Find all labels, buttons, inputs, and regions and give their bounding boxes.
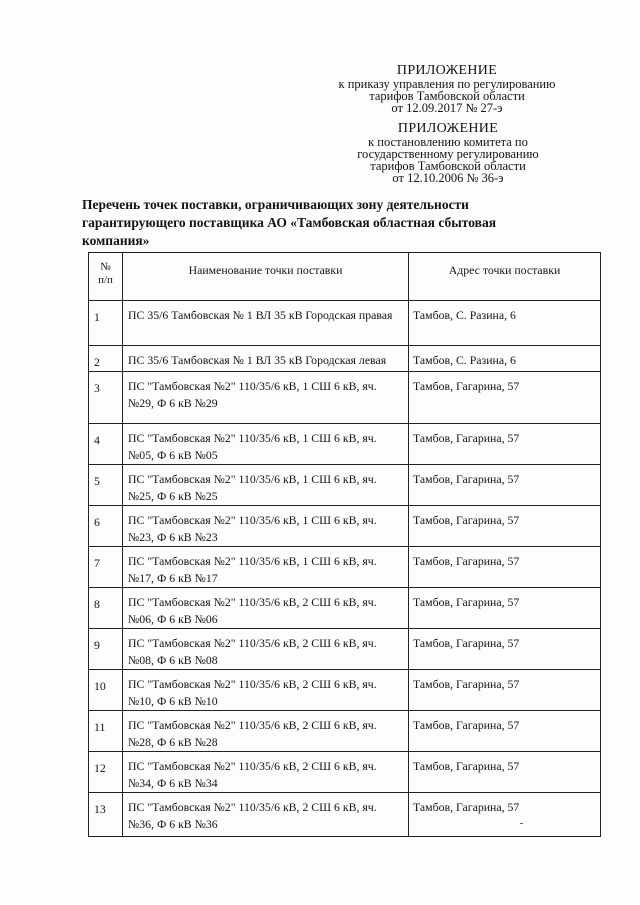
row-number: 7 xyxy=(89,547,123,588)
row-address: Тамбов, С. Разина, 6 xyxy=(409,301,601,346)
appendix-line: государственному регулированию xyxy=(357,147,539,161)
row-point-name: ПС "Тамбовская №2" 110/35/6 кВ, 2 СШ 6 кВ, яч. №08, Ф 6 кВ №08 xyxy=(123,629,409,670)
row-number: 6 xyxy=(89,506,123,547)
appendix-line: от 12.09.2017 № 27-э xyxy=(391,101,503,115)
row-number: 3 xyxy=(89,372,123,424)
appendix-heading: ПРИЛОЖЕНИЕ xyxy=(396,63,498,78)
row-number: 9 xyxy=(89,629,123,670)
table-row xyxy=(89,588,601,629)
row-address: Тамбов, Гагарина, 57 xyxy=(409,424,601,465)
row-number: 5 xyxy=(89,465,123,506)
row-address: Тамбов, Гагарина, 57 xyxy=(409,629,601,670)
row-address: Тамбов, Гагарина, 57 xyxy=(409,506,601,547)
appendix-line: к приказу управления по регулированию xyxy=(338,77,556,91)
title-line: Перечень точек поставки, ограничивающих зону деятельности xyxy=(82,197,469,212)
table-row xyxy=(89,711,601,752)
row-address: Тамбов, Гагарина, 57 xyxy=(409,465,601,506)
appendix-heading: ПРИЛОЖЕНИЕ xyxy=(397,121,499,136)
table-row xyxy=(89,465,601,506)
table-header-row xyxy=(89,253,601,301)
table-row xyxy=(89,670,601,711)
table-row xyxy=(89,424,601,465)
row-number: 8 xyxy=(89,588,123,629)
supply-points-table xyxy=(88,252,601,837)
table-row xyxy=(89,346,601,372)
row-point-name: ПС "Тамбовская №2" 110/35/6 кВ, 1 СШ 6 кВ, яч. №23, Ф 6 кВ №23 xyxy=(123,506,409,547)
appendix-order-block xyxy=(312,63,582,114)
table-row xyxy=(89,547,601,588)
row-number: 1 xyxy=(89,301,123,346)
row-point-name: ПС "Тамбовская №2" 110/35/6 кВ, 2 СШ 6 кВ, яч. №10, Ф 6 кВ №10 xyxy=(123,670,409,711)
row-point-name: ПС "Тамбовская №2" 110/35/6 кВ, 1 СШ 6 кВ, яч. №17, Ф 6 кВ №17 xyxy=(123,547,409,588)
table-row xyxy=(89,301,601,346)
row-number: 11 xyxy=(89,711,123,752)
row-point-name: ПС "Тамбовская №2" 110/35/6 кВ, 1 СШ 6 кВ, яч. №29, Ф 6 кВ №29 xyxy=(123,372,409,424)
header-address: Адрес точки поставки xyxy=(409,253,601,301)
appendix-line: от 12.10.2006 № 36-э xyxy=(392,171,504,185)
row-number: 4 xyxy=(89,424,123,465)
row-number: 10 xyxy=(89,670,123,711)
row-point-name: ПС "Тамбовская №2" 110/35/6 кВ, 2 СШ 6 кВ, яч. №28, Ф 6 кВ №28 xyxy=(123,711,409,752)
row-point-name: ПС 35/6 Тамбовская № 1 ВЛ 35 кВ Городская правая xyxy=(123,301,409,346)
row-address: Тамбов, Гагарина, 57 xyxy=(409,588,601,629)
header-number-sign: № xyxy=(100,261,111,273)
row-address: Тамбов, Гагарина, 57 xyxy=(409,547,601,588)
document-title xyxy=(82,196,582,250)
row-number: 13 xyxy=(89,793,123,837)
table-row xyxy=(89,372,601,424)
table-row xyxy=(89,506,601,547)
appendix-line: к постановлению комитета по xyxy=(368,135,528,149)
row-point-name: ПС 35/6 Тамбовская № 1 ВЛ 35 кВ Городская левая xyxy=(123,346,409,372)
row-number: 12 xyxy=(89,752,123,793)
title-line: компания» xyxy=(82,233,150,248)
table-row xyxy=(89,629,601,670)
table-row xyxy=(89,752,601,793)
row-point-name: ПС "Тамбовская №2" 110/35/6 кВ, 2 СШ 6 кВ, яч. №06, Ф 6 кВ №06 xyxy=(123,588,409,629)
title-line: гарантирующего поставщика АО «Тамбовская областная сбытовая xyxy=(82,215,496,230)
appendix-line: тарифов Тамбовской области xyxy=(369,89,525,103)
header-number-abbr: п/п xyxy=(98,274,113,286)
row-address: Тамбов, Гагарина, 57 xyxy=(409,372,601,424)
row-address: Тамбов, Гагарина, 57 xyxy=(409,670,601,711)
scan-speck xyxy=(520,823,523,824)
appendix-resolution-block xyxy=(330,121,566,184)
header-number xyxy=(89,253,123,301)
appendix-line: тарифов Тамбовской области xyxy=(370,159,526,173)
row-address: Тамбов, Гагарина, 57 xyxy=(409,711,601,752)
row-number: 2 xyxy=(89,346,123,372)
header-name: Наименование точки поставки xyxy=(123,253,409,301)
table-row xyxy=(89,793,601,837)
row-address: Тамбов, С. Разина, 6 xyxy=(409,346,601,372)
row-address: Тамбов, Гагарина, 57 xyxy=(409,752,601,793)
row-point-name: ПС "Тамбовская №2" 110/35/6 кВ, 2 СШ 6 кВ, яч. №34, Ф 6 кВ №34 xyxy=(123,752,409,793)
row-address: Тамбов, Гагарина, 57 xyxy=(409,793,601,837)
row-point-name: ПС "Тамбовская №2" 110/35/6 кВ, 1 СШ 6 кВ, яч. №25, Ф 6 кВ №25 xyxy=(123,465,409,506)
row-point-name: ПС "Тамбовская №2" 110/35/6 кВ, 2 СШ 6 кВ, яч. №36, Ф 6 кВ №36 xyxy=(123,793,409,837)
row-point-name: ПС "Тамбовская №2" 110/35/6 кВ, 1 СШ 6 кВ, яч. №05, Ф 6 кВ №05 xyxy=(123,424,409,465)
